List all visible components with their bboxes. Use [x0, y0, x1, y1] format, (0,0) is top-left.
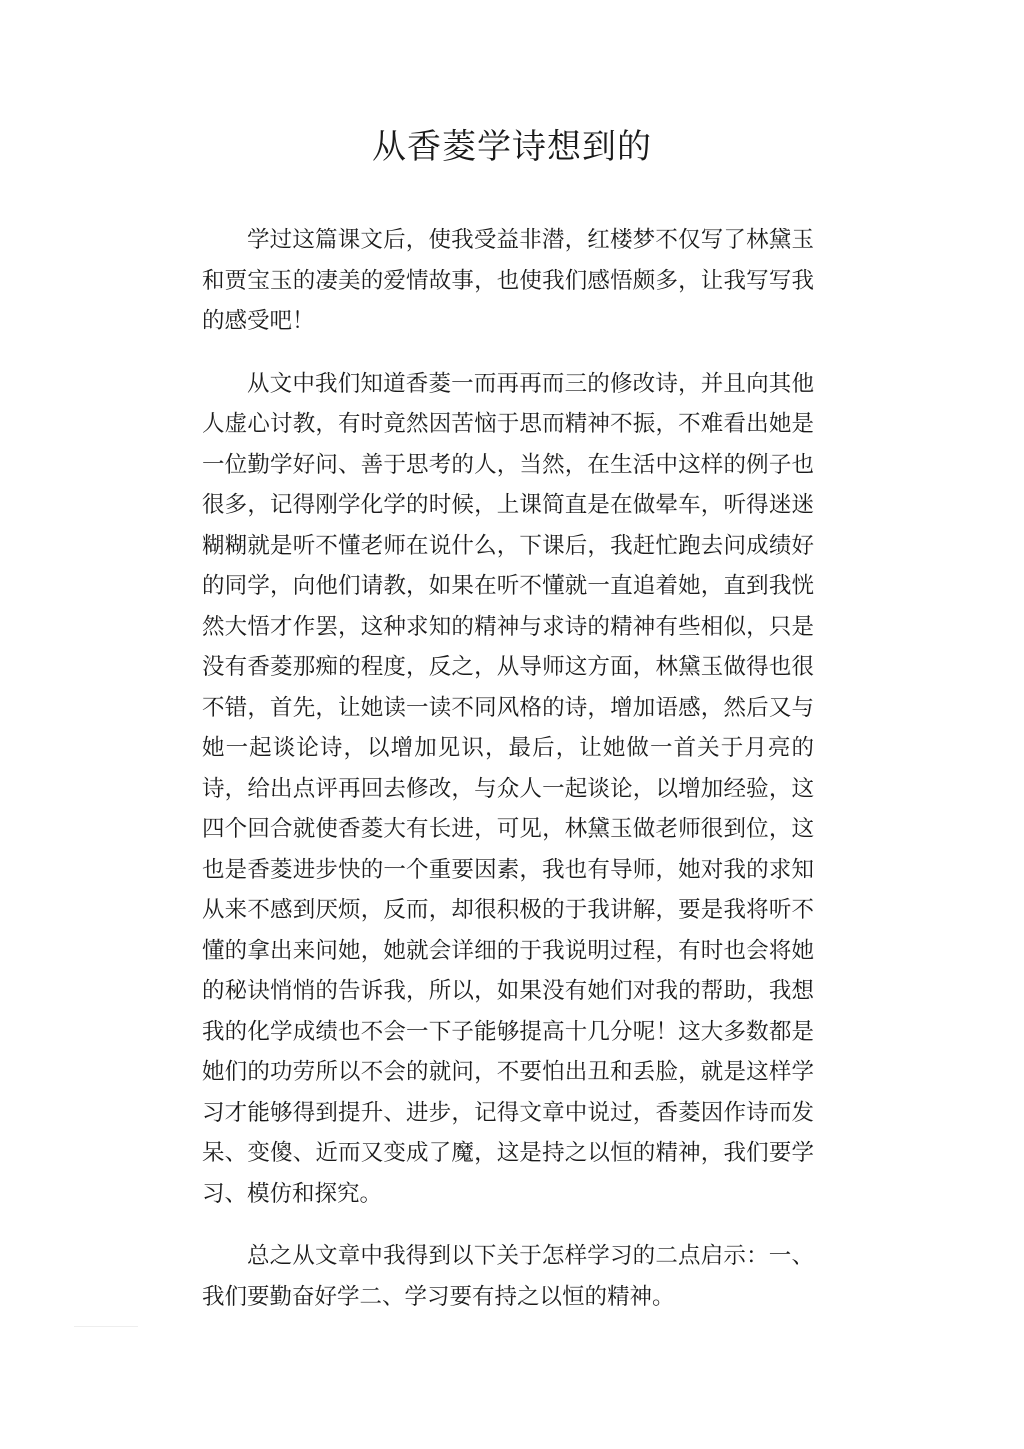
- document-body: [202, 220, 814, 1339]
- paragraph-main: 从文中我们知道香菱一而再再而三的修改诗，并且向其他人虚心讨教，有时竟然因苦恼于思而精神不振，不难看出她是一位勤学好问、善于思考的人，当然，在生活中这样的例子也很多，记得刚学化学的时候，上课简直是在做晕车，听得迷迷糊糊就是听不懂老师在说什么，下课后，我赶忙跑去问成绩好的同学，向他们请教，如果在听不懂就一直追着她，直到我恍然大悟才作罢，这种求知的精神与求诗的精神有些相似，只是没有香菱那痴的程度，反之，从导师这方面，林黛玉做得也很不错，首先，让她读一读不同风格的诗，增加语感，然后又与她一起谈论诗，以增加见识，最后，让她做一首关于月亮的诗，给出点评再回去修改，与众人一起谈论，以增加经验，这四个回合就使香菱大有长进，可见，林黛玉做老师很到位，这也是香菱进步快的一个重要因素，我也有导师，她对我的求知从来不感到厌烦，反而，却很积极的于我讲解，要是我将听不懂的拿出来问她，她就会详细的于我说明过程，有时也会将她的秘诀悄悄的告诉我，所以，如果没有她们对我的帮助，我想我的化学成绩也不会一下子能够提高十几分呢！这大多数都是她们的功劳所以不会的就问，不要怕出丑和丢脸，就是这样学习才能够得到提升、进步，记得文章中说过，香菱因作诗而发呆、变傻、近而又变成了魔，这是持之以恒的精神，我们要学习、模仿和探究。: [202, 370, 814, 1207]
- paragraph-conclusion: 总之从文章中我得到以下关于怎样学习的二点启示：一、我们要勤奋好学二、学习要有持之以恒的精神。: [202, 1243, 814, 1310]
- scan-artifact: [74, 1326, 138, 1327]
- document-title: 从香菱学诗想到的: [372, 127, 652, 167]
- paragraph-intro: 学过这篇课文后，使我受益非潜，红楼梦不仅写了林黛玉和贾宝玉的凄美的爱情故事，也使我们感悟颇多，让我写写我的感受吧！: [202, 227, 814, 334]
